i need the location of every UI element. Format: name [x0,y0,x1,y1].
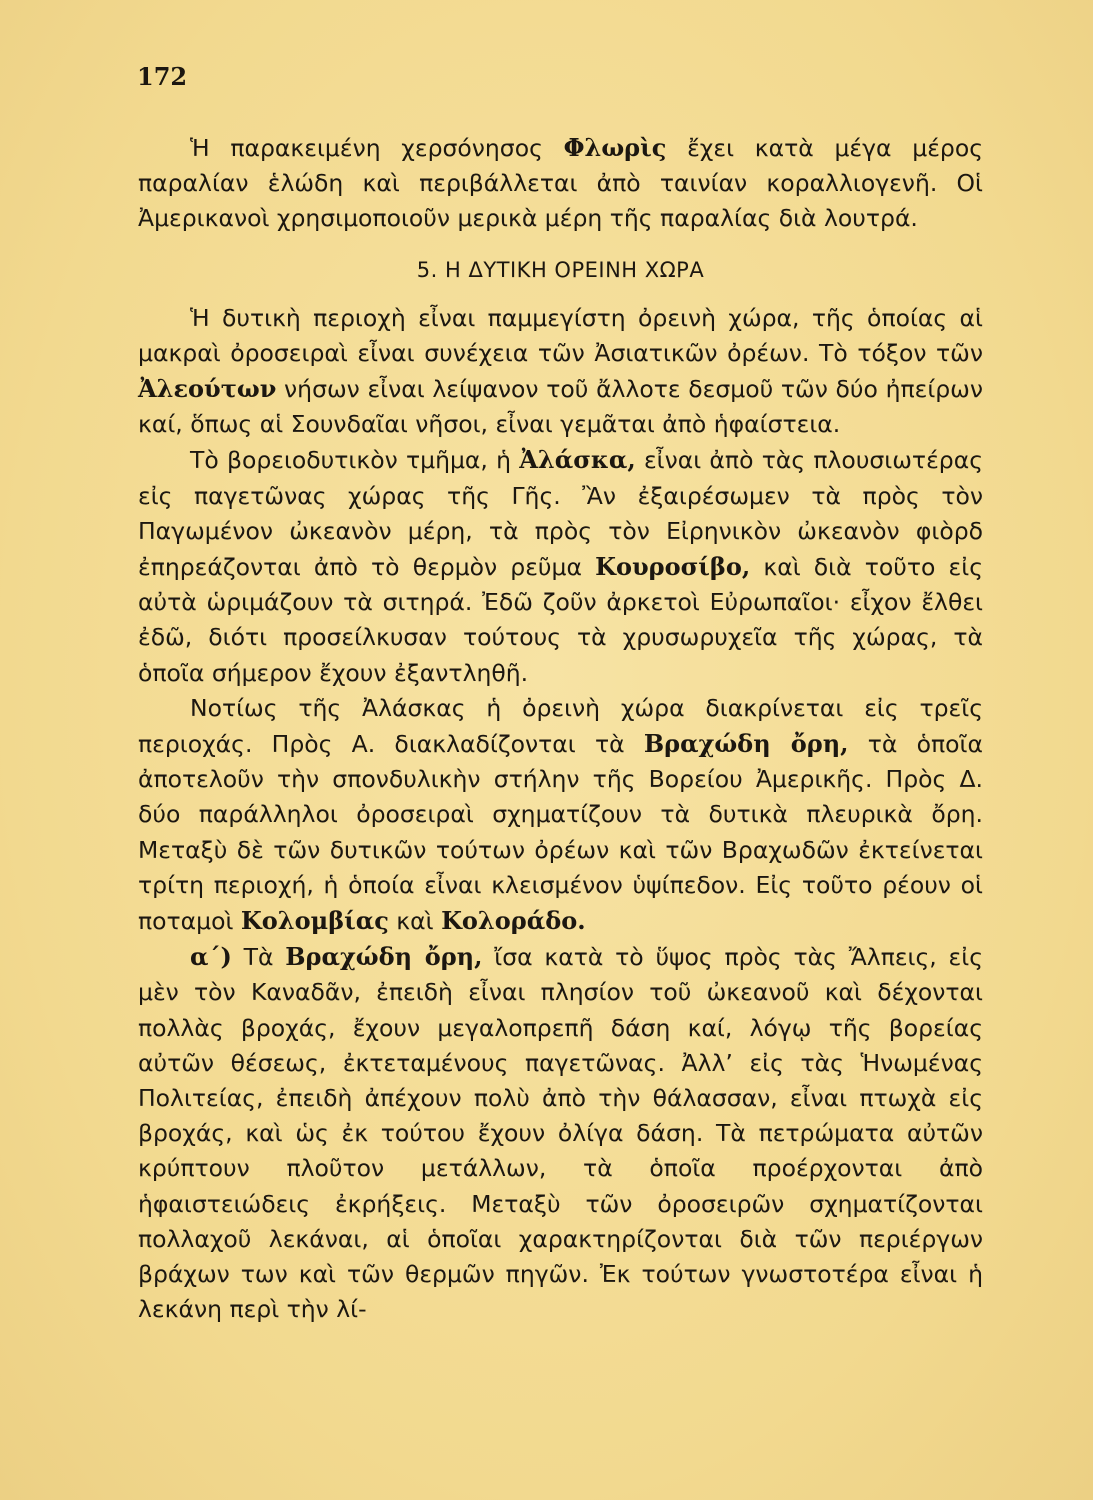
text-run: τὰ ὁποῖα ἀποτελοῦν τὴν σπονδυλικὴν στήλην τῆς Βορείου Ἀμερικῆς. Πρὸς Δ. δύο παράλληλοι ὀροσειραὶ σχηματίζουν τὰ δυτικὰ πλευρικὰ ὄρη. Μεταξὺ δὲ τῶν δυτικῶν τούτων ὀρέων καὶ τῶν Βραχωδῶν ἐκτείνεται τρίτη περιοχή, ἡ ὁποία εἶναι κλεισμένον ὑψίπεδον. Εἰς τοῦτο ρέουν οἱ ποταμοὶ [138,730,983,936]
text-run: ἔχει κατὰ μέγα μέρος παραλίαν ἑλώδη καὶ περιβάλλεται ἀπὸ ταινίαν κοραλλιογενῆ. Οἱ Ἀμερικανοὶ χρησιμοποιοῦν μερικὰ μέρη τῆς παραλίας διὰ λουτρά. [138,134,983,233]
body-text [138,130,983,1328]
bold-term: Ἀλεούτων [138,374,277,404]
text-run: Τὸ βορειοδυτικὸν τμῆμα, ἡ [190,446,520,475]
text-run: καὶ διὰ τοῦτο εἰς αὐτὰ ὡριμάζουν τὰ σιτηρά. Ἐδῶ ζοῦν ἀρκετοὶ Εὐρωπαῖοι· εἶχον ἔλθει ἐδῶ, διότι προσείλκυσαν τούτους τὰ χρυσωρυχεῖα τῆς χώρας, τὰ ὁποῖα σήμερον ἔχουν ἐξαντληθῆ. [138,553,983,687]
paragraph-florida [138,130,983,237]
page-number: 172 [137,62,188,91]
text-run: Ἡ παρακειμένη χερσόνησος [190,134,564,162]
text-run: εἶναι ἀπὸ τὰς πλουσιωτέρας εἰς παγετῶνας χώρας τῆς Γῆς. Ἂν ἐξαιρέσωμεν τὰ πρὸς τὸν Παγωμένον ὠκεανὸν μέρη, τὰ πρὸς τὸν Εἰρηνικὸν ὠκεανὸν φιὸρδ ἐπηρεάζονται ἀπὸ τὸ θερμὸν ρεῦμα [138,446,983,582]
paragraph-three-regions [138,691,983,939]
bold-term: Κολομβίας [240,906,389,936]
bold-term: Βραχώδη ὄρη, [643,729,849,759]
paragraph-western-region [138,301,983,443]
text-run: ἴσα κατὰ τὸ ὕψος πρὸς τὰς Ἄλπεις, εἰς μὲν τὸν Καναδᾶν, ἐπειδὴ εἶναι πλησίον τοῦ ὠκεανοῦ καὶ δέχονται πολλὰς βροχάς, ἔχουν μεγαλοπρεπῆ δάση καί, λόγῳ τῆς βορείας αὐτῶν θέσεως, ἐκτεταμένους παγετῶνας. Ἀλλ’ εἰς τὰς Ἡνωμένας Πολιτείας, ἐπειδὴ ἀπέχουν πολὺ ἀπὸ τὴν θάλασσαν, εἶναι πτωχὰ εἰς βροχάς, καὶ ὡς ἐκ τούτου ἔχουν ὀλίγα δάση. Τὰ πετρώματα αὐτῶν κρύπτουν πλοῦτον μετάλλων, τὰ ὁποῖα προέρχονται ἀπὸ ἡφαιστειώδεις ἐκρήξεις. Μεταξὺ τῶν ὀροσειρῶν σχηματίζονται πολλαχοῦ λεκάναι, αἱ ὁποῖαι χαρακτηρίζονται διὰ τῶν περιέργων βράχων των καὶ τῶν θερμῶν πηγῶν. Ἐκ τούτων γνωστοτέρα εἶναι ἡ λεκάνη περὶ τὴν λί- [138,943,983,1324]
text-run: Τὰ [231,943,286,972]
bold-term: Φλωρὶς [563,133,667,162]
text-run: νήσων εἶναι λείψανον τοῦ ἄλλοτε δεσμοῦ τῶν δύο ἠπείρων καί, ὅπως αἱ Σουνδαῖαι νῆσοι, εἶναι γεμᾶται ἀπὸ ἡφαίστεια. [138,375,983,439]
bold-term: Βραχώδη ὄρη, [285,942,483,972]
text-run: Νοτίως τῆς Ἀλάσκας ἡ ὀρεινὴ χώρα διακρίνεται εἰς τρεῖς περιοχάς. Πρὸς Α. διακλαδίζονται τὰ [138,693,983,759]
bold-term: α΄) [190,942,232,972]
bold-term: Κουροσίβο, [595,552,751,582]
paragraph-rocky-mountains [138,939,983,1327]
paragraph-alaska [138,442,983,690]
bold-term: Κολοράδο. [441,906,586,936]
section-heading: 5. Η ΔΥΤΙΚΗ ΟΡΕΙΝΗ ΧΩΡΑ [416,257,705,282]
text-run: καὶ [388,907,442,936]
text-run: Ἡ δυτικὴ περιοχὴ εἶναι παμμεγίστη ὀρεινὴ χώρα, τῆς ὁποίας αἱ μακραὶ ὀροσειραὶ εἶναι συνέχεια τῶν Ἀσιατικῶν ὀρέων. Τὸ τόξον τῶν [138,303,983,367]
bold-term: Ἀλάσκα, [519,445,636,475]
